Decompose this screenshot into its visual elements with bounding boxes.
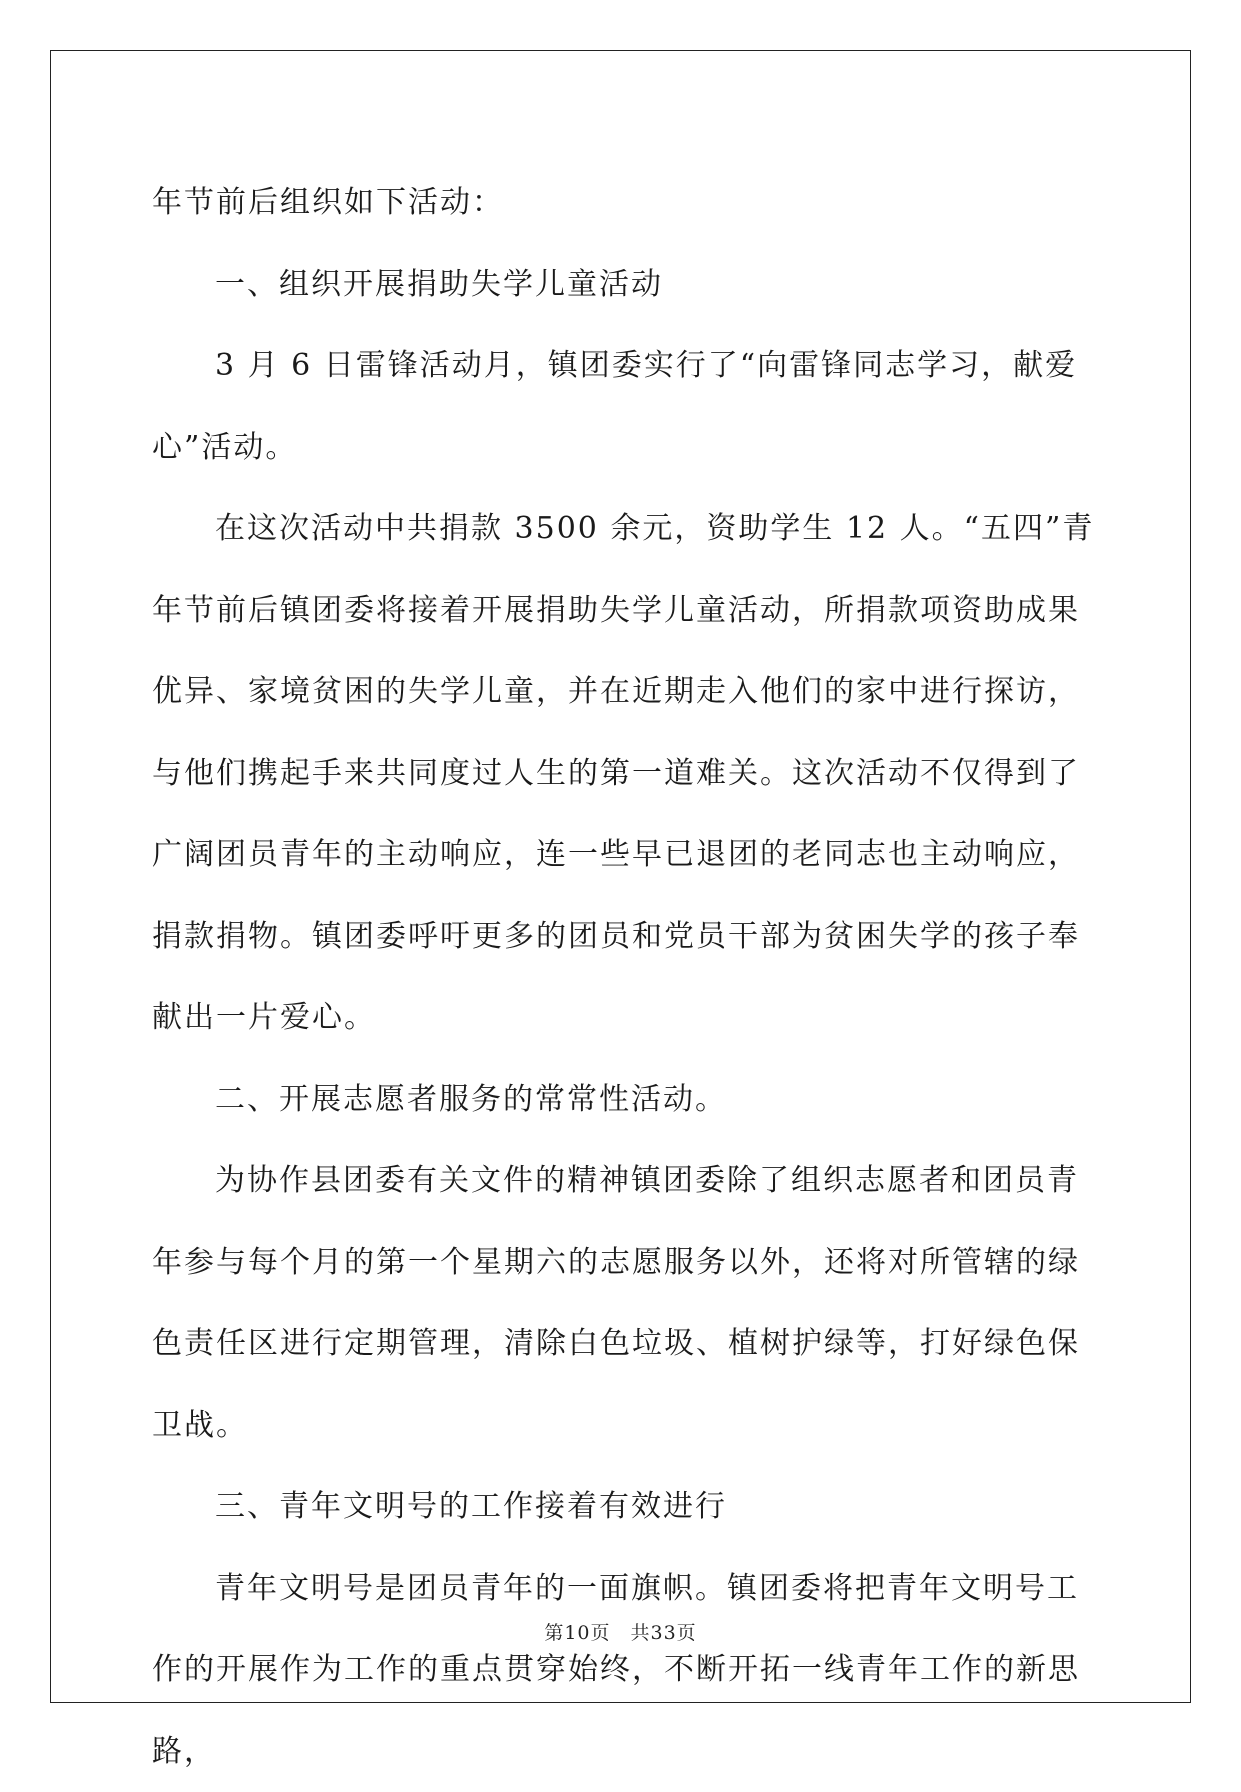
paragraph: 3 月 6 日雷锋活动月，镇团委实行了“向雷锋同志学习，献爱心”活动。 (152, 325, 1097, 488)
paragraph-continuation: 年节前后组织如下活动： (152, 162, 1097, 244)
page-number: 第10页 共33页 (544, 1622, 696, 1644)
section-heading-2: 二、开展志愿者服务的常常性活动。 (152, 1059, 1097, 1141)
section-heading-1: 一、组织开展捐助失学儿童活动 (152, 244, 1097, 326)
page-footer (0, 1618, 1241, 1645)
document-body (152, 162, 1097, 1792)
paragraph: 在这次活动中共捐款 3500 余元，资助学生 12 人。“五四”青年节前后镇团委将接着开展捐助失学儿童活动，所捐款项资助成果优异、家境贫困的失学儿童，并在近期走入他们的家中进行探访，与他们携起手来共同度过人生的第一道难关。这次活动不仅得到了广阔团员青年的主动响应，连一些早已退团的老同志也主动响应，捐款捐物。镇团委呼吁更多的团员和党员干部为贫困失学的孩子奉献出一片爱心。 (152, 488, 1097, 1059)
section-heading-3: 三、青年文明号的工作接着有效进行 (152, 1466, 1097, 1548)
paragraph: 青年文明号是团员青年的一面旗帜。镇团委将把青年文明号工作的开展作为工作的重点贯穿始终，不断开拓一线青年工作的新思路， (152, 1548, 1097, 1792)
paragraph: 为协作县团委有关文件的精神镇团委除了组织志愿者和团员青年参与每个月的第一个星期六的志愿服务以外，还将对所管辖的绿色责任区进行定期管理，清除白色垃圾、植树护绿等，打好绿色保卫战。 (152, 1140, 1097, 1466)
